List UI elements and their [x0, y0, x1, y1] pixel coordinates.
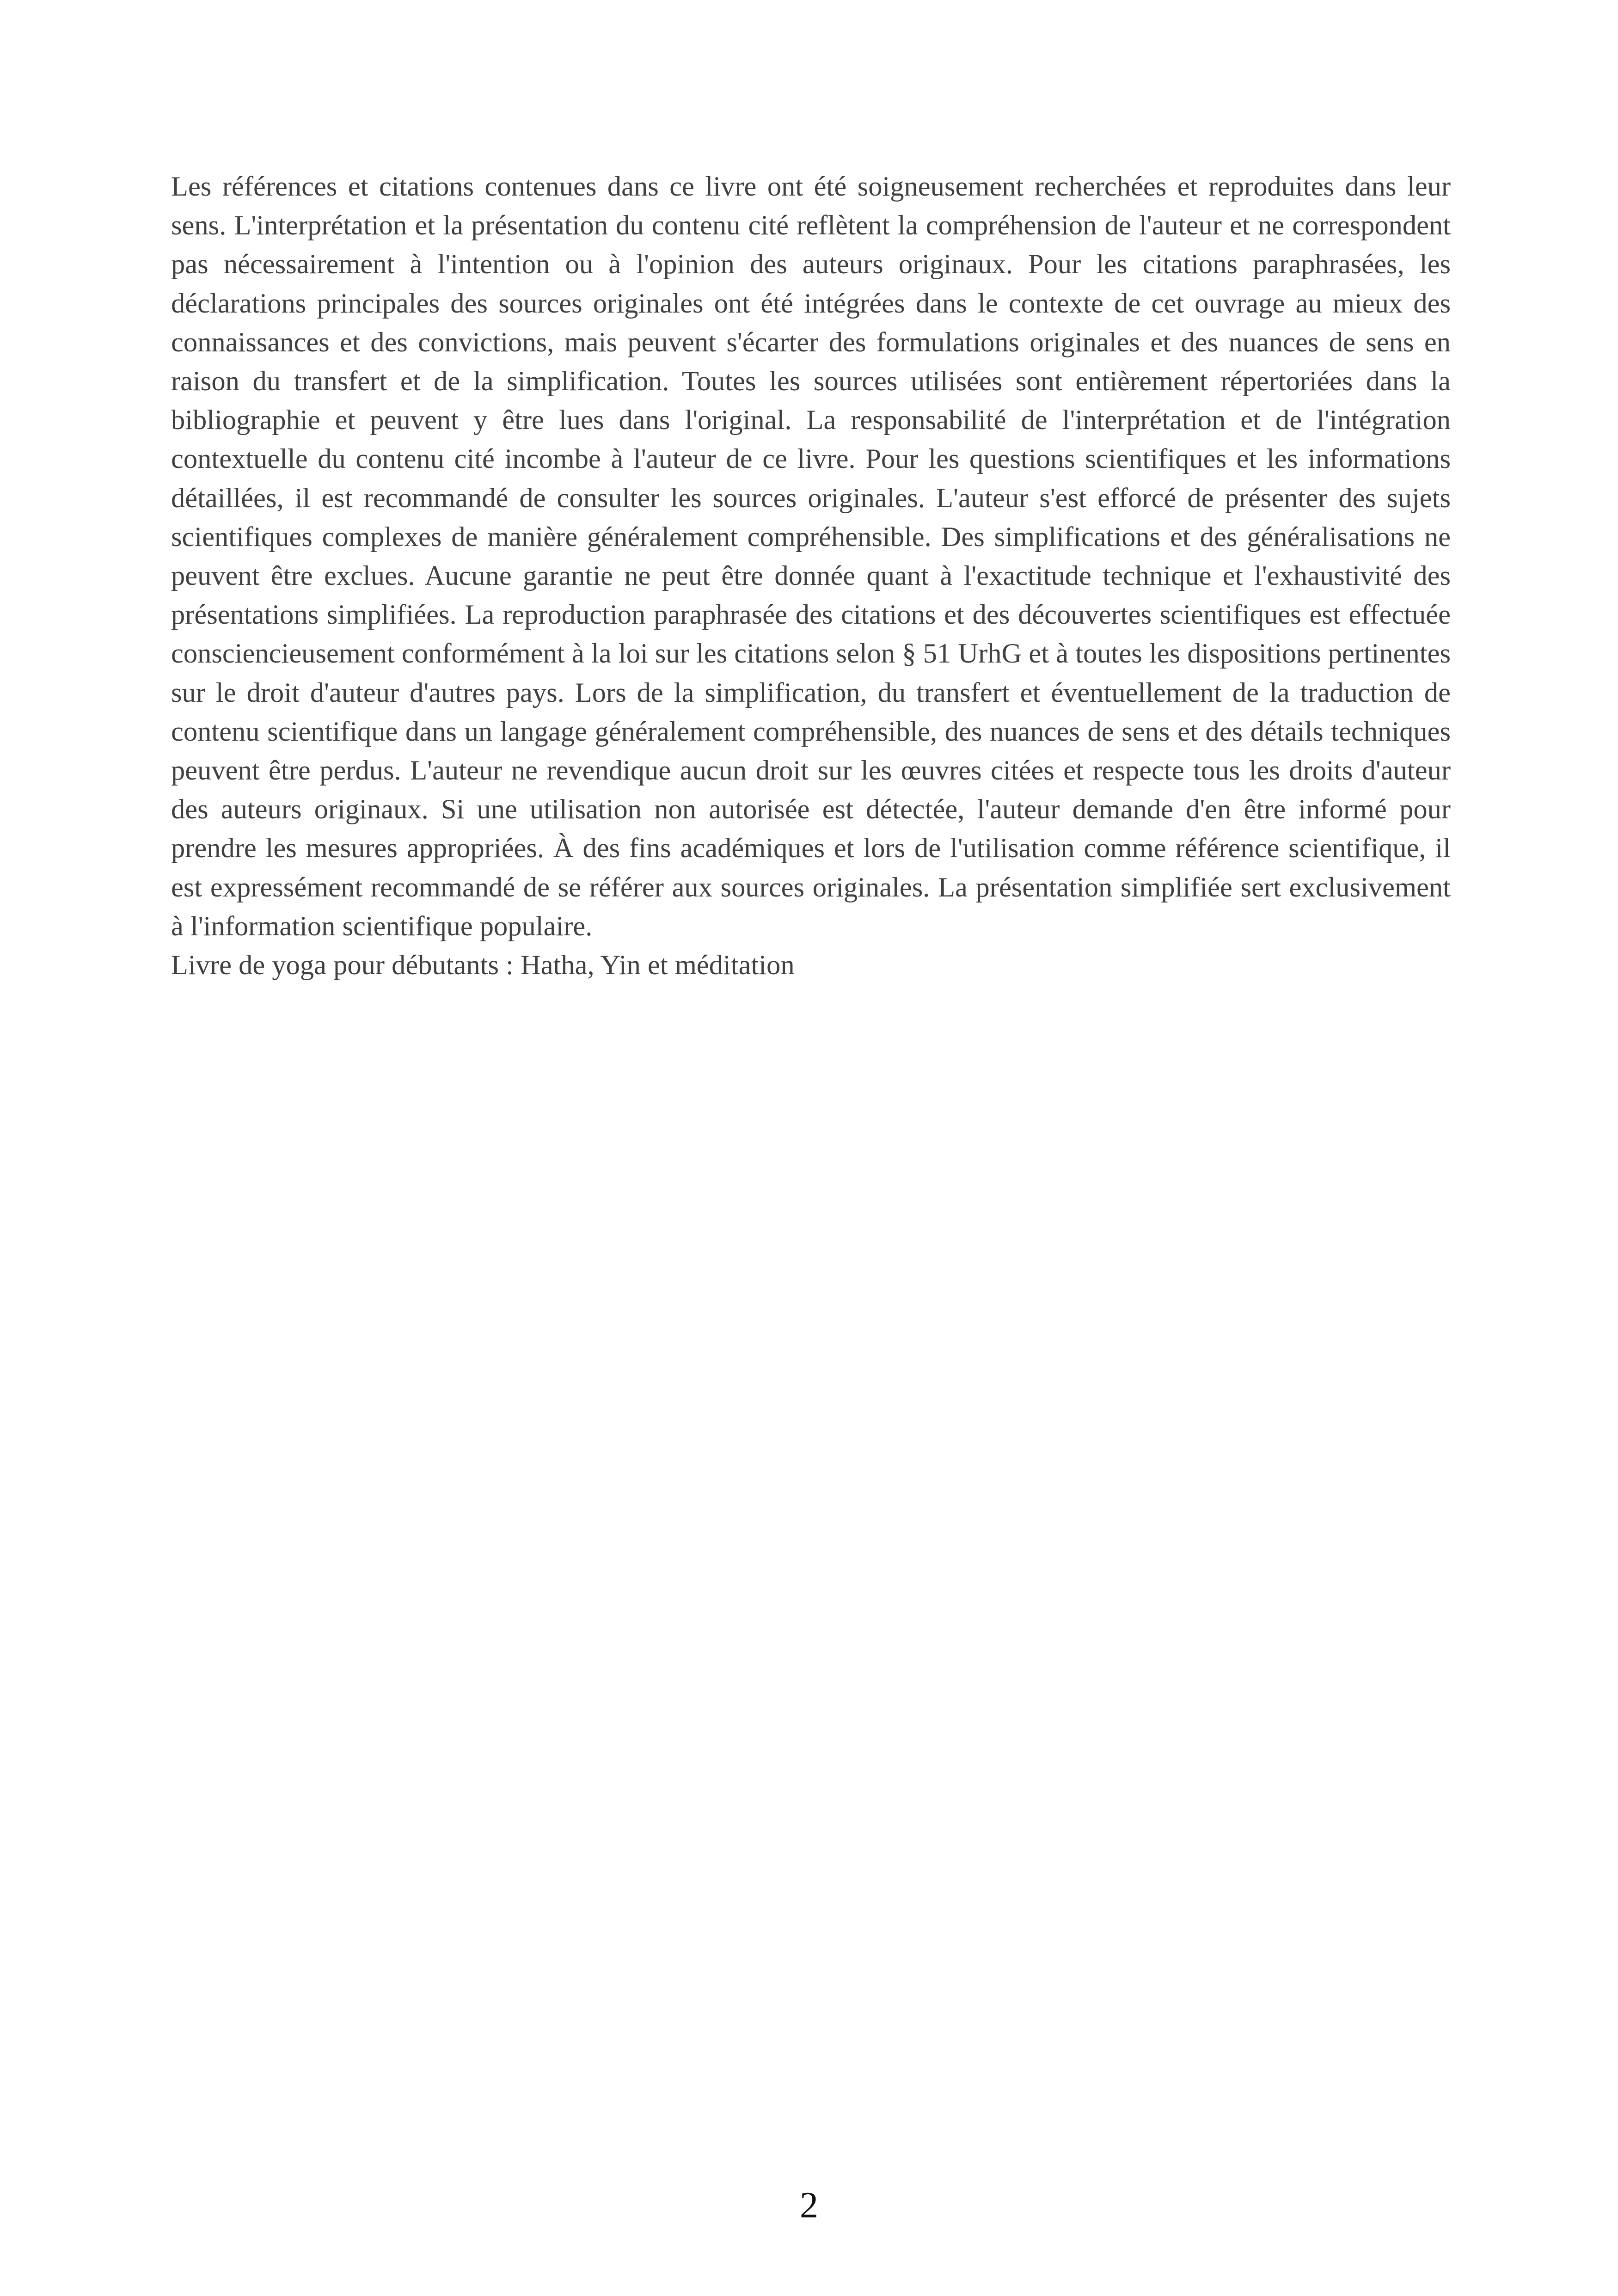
page-number: 2	[800, 2185, 818, 2226]
book-title-line: Livre de yoga pour débutants : Hatha, Yin et méditation	[171, 950, 795, 981]
body-text-block	[171, 167, 1451, 985]
disclaimer-paragraph: Les références et citations contenues dans ce livre ont été soigneusement recherchées et reproduites dans leur sens. L'interprétation et la présentation du contenu cité reflètent la compréhension de l'auteur et ne correspondent pas nécessairement à l'intention ou à l'opinion des auteurs originaux. Pour les citations paraphrasées, les déclarations principales des sources originales ont été intégrées dans le contexte de cet ouvrage au mieux des connaissances et des convictions, mais peuvent s'écarter des formulations originales et des nuances de sens en raison du transfert et de la simplification. Toutes les sources utilisées sont entièrement répertoriées dans la bibliographie et peuvent y être lues dans l'original. La responsabilité de l'interprétation et de l'intégration contextuelle du contenu cité incombe à l'auteur de ce livre. Pour les questions scientifiques et les informations détaillées, il est recommandé de consulter les sources originales. L'auteur s'est efforcé de présenter des sujets scientifiques complexes de manière généralement compréhensible. Des simplifications et des généralisations ne peuvent être exclues. Aucune garantie ne peut être donnée quant à l'exactitude technique et l'exhaustivité des présentations simplifiées. La reproduction paraphrasée des citations et des découvertes scientifiques est effectuée consciencieusement conformément à la loi sur les citations selon § 51 UrhG et à toutes les dispositions pertinentes sur le droit d'auteur d'autres pays. Lors de la simplification, du transfert et éventuellement de la traduction de contenu scientifique dans un langage généralement compréhensible, des nuances de sens et des détails techniques peuvent être perdus. L'auteur ne revendique aucun droit sur les œuvres citées et respecte tous les droits d'auteur des auteurs originaux. Si une utilisation non autorisée est détectée, l'auteur demande d'en être informé pour prendre les mesures appropriées. À des fins académiques et lors de l'utilisation comme référence scientifique, il est expressément recommandé de se référer aux sources originales. La présentation simplifiée sert exclusivement à l'information scientifique populaire.	[171, 171, 1451, 942]
